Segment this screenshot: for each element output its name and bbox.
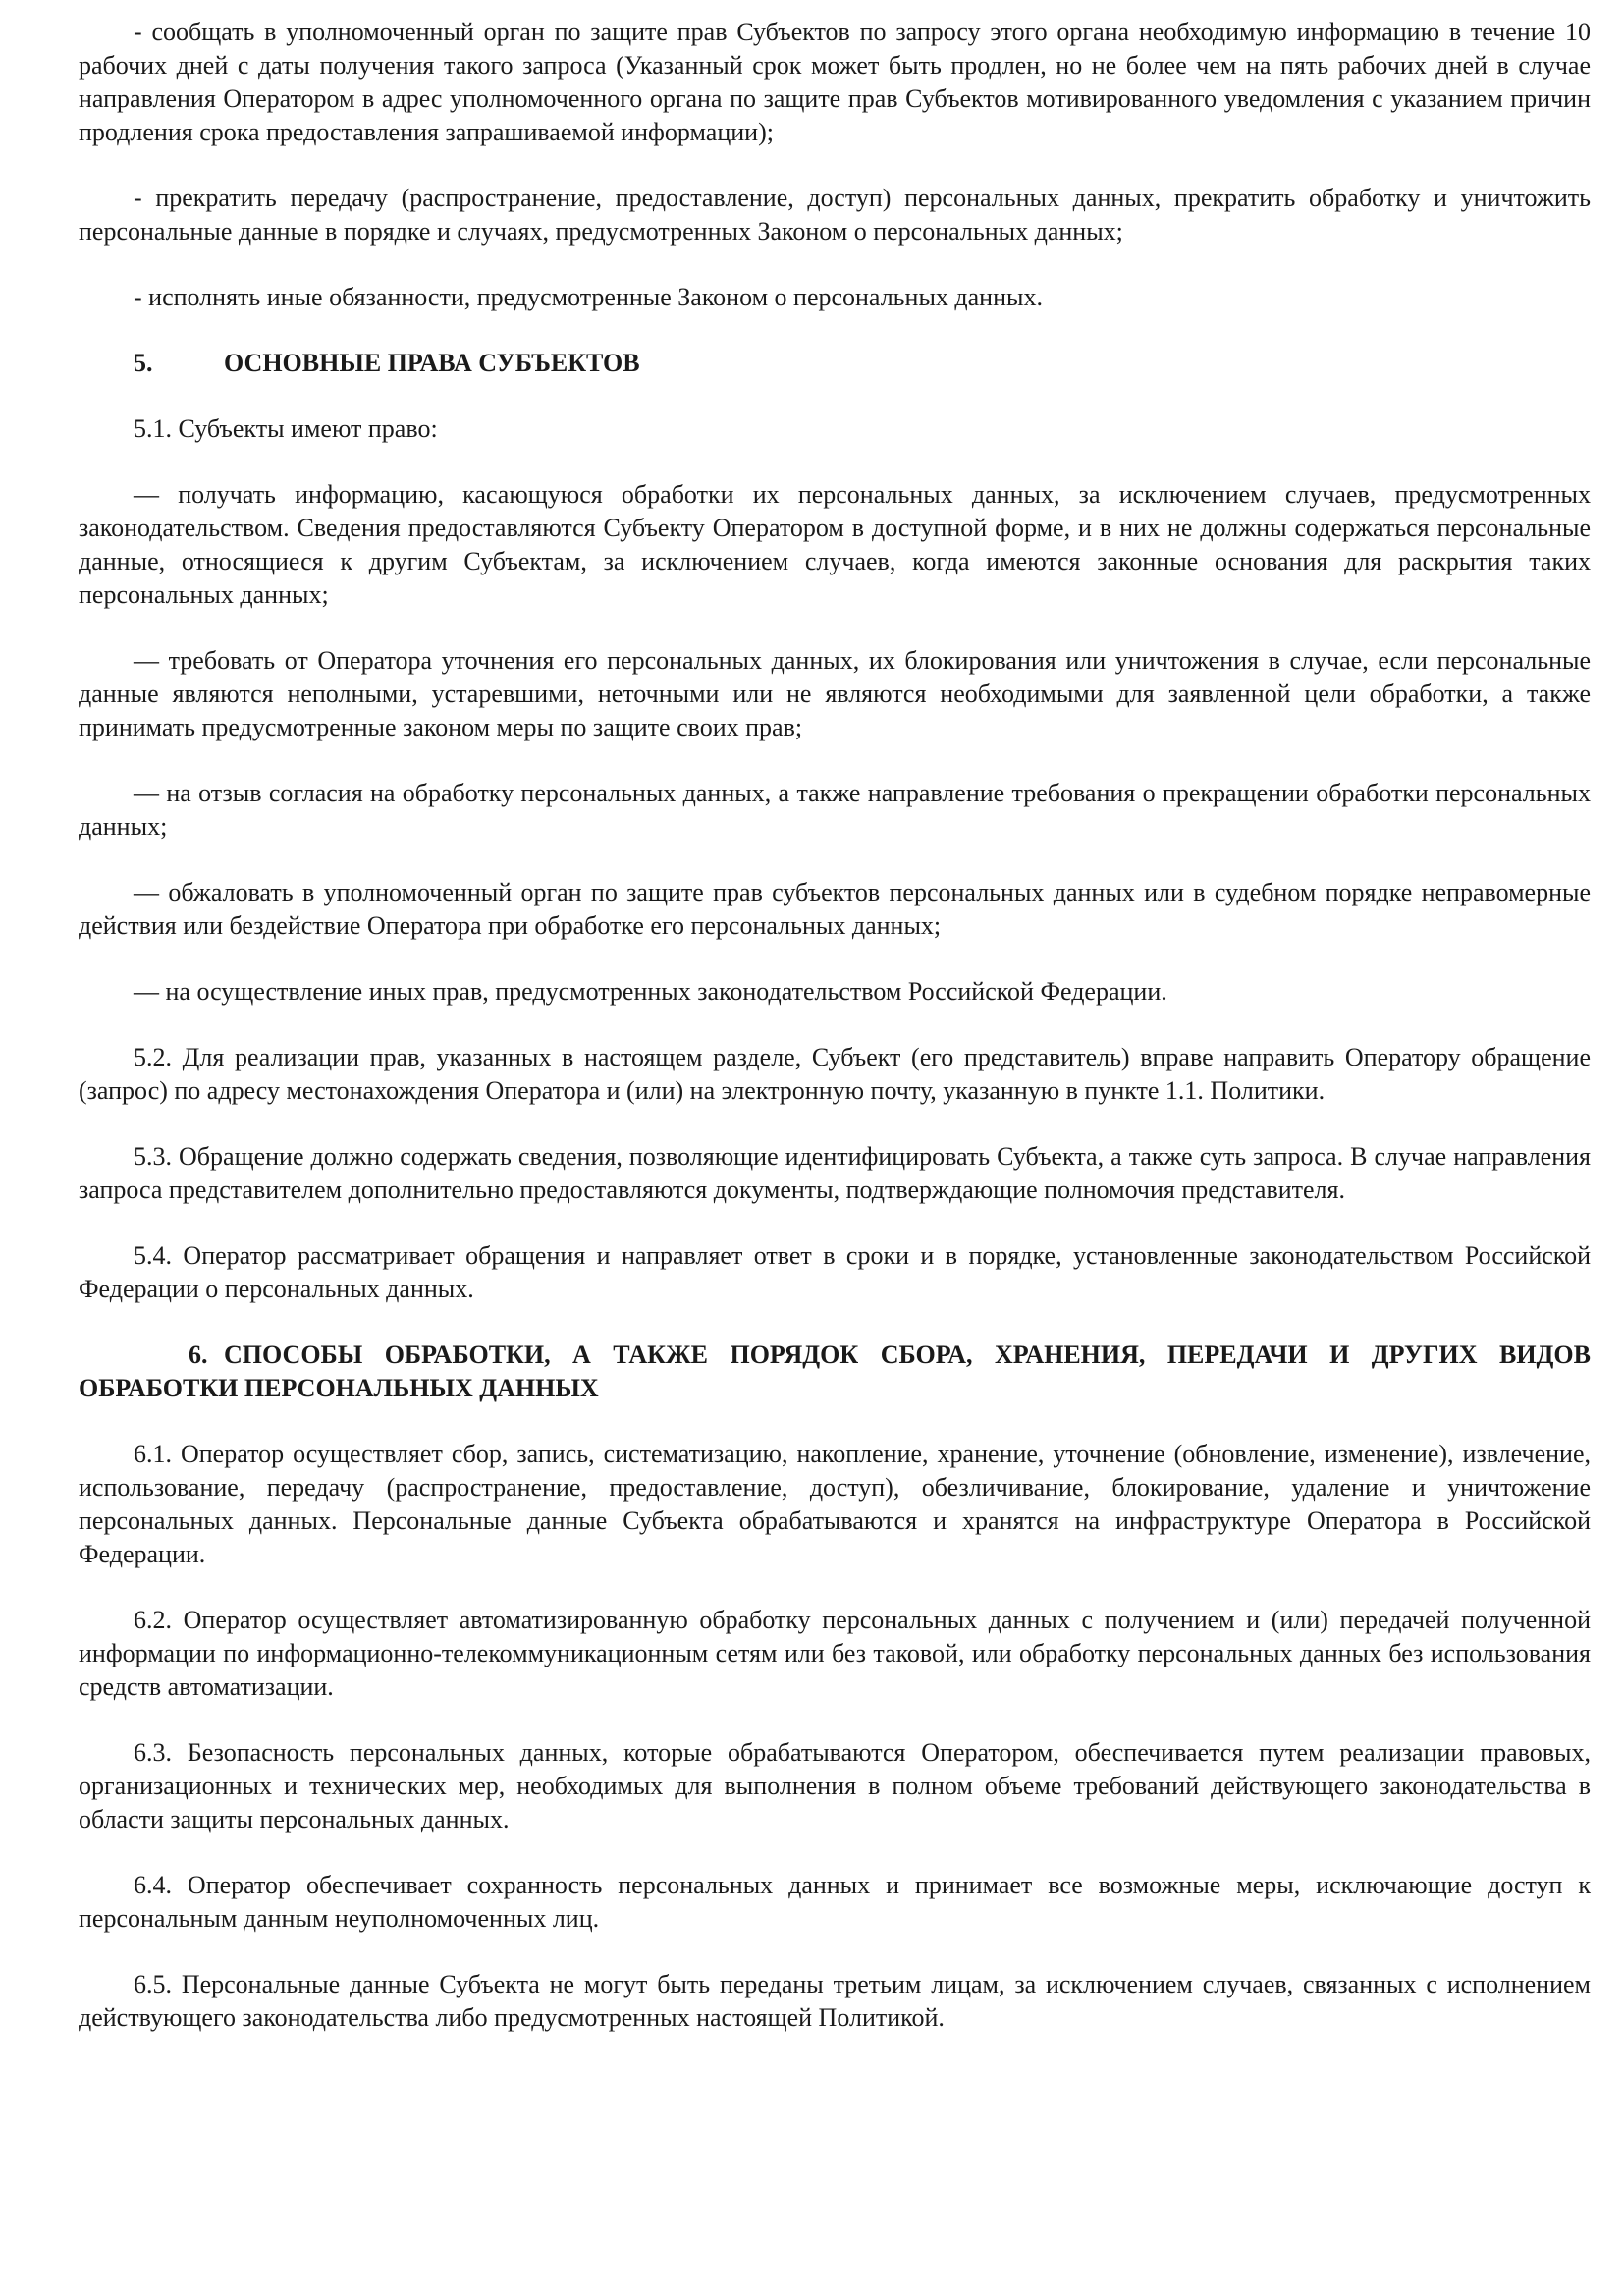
paragraph-5-3: 5.3. Обращение должно содержать сведения, позволяющие идентифицировать Субъекта, а также суть запроса. В случае направления запроса представителем дополнительно предоставляются документы, подтверждающие полномочия представителя. <box>79 1142 1591 1204</box>
paragraph-6-4: 6.4. Оператор обеспечивает сохранность персональных данных и принимает все возможные меры, исключающие доступ к персональным данным неуполномоченных лиц. <box>79 1871 1591 1933</box>
paragraph-6-3: 6.3. Безопасность персональных данных, которые обрабатываются Оператором, обеспечивается путем реализации правовых, организационных и технических мер, необходимых для выполнения в полном объеме требований действующего законодательства в области защиты персональных данных. <box>79 1738 1591 1833</box>
paragraph-5-1-right-other: — на осуществление иных прав, предусмотренных законодательством Российской Федерации. <box>134 977 1167 1006</box>
paragraph-duty-inform: - сообщать в уполномоченный орган по защите прав Субъектов по запросу этого органа необходимую информацию в течение 10 рабочих дней с даты получения такого запроса (Указанный срок может быть продлен, но не более чем на пять рабочих дней в случае направления Оператором в адрес уполномоченного органа по защите прав Субъектов мотивированного уведомления с указанием причин продления срока предоставления запрашиваемой информации); <box>79 18 1591 146</box>
paragraph-5-1-right-revoke: — на отзыв согласия на обработку персональных данных, а также направление требования о прекращении обработки персональных данных; <box>79 779 1591 841</box>
paragraph-duty-other: - исполнять иные обязанности, предусмотренные Законом о персональных данных. <box>134 283 1043 311</box>
document-page <box>79 16 1591 2067</box>
section-5-heading <box>79 347 1591 380</box>
paragraph-6-1: 6.1. Оператор осуществляет сбор, запись, систематизацию, накопление, хранение, уточнение (обновление, изменение), извлечение, использование, передачу (распространение, предоставление, доступ), обезличивание, блокирование, удаление и уничтожение персональных данных. Персональные данные Субъекта обрабатываются и хранятся на инфраструктуре Оператора в Российской Федерации. <box>79 1440 1591 1568</box>
section-6-heading <box>79 1339 1591 1405</box>
paragraph-5-2: 5.2. Для реализации прав, указанных в настоящем разделе, Субъект (его представитель) вправе направить Оператору обращение (запрос) по адресу местонахождения Оператора и (или) на электронную почту, указанную в пункте 1.1. Политики. <box>79 1043 1591 1105</box>
paragraph-5-1-right-info: — получать информацию, касающуюся обработки их персональных данных, за исключением случаев, предусмотренных законодательством. Сведения предоставляются Субъекту Оператором в доступной форме, и в них не должны содержаться персональные данные, относящиеся к другим Субъектам, за исключением случаев, когда имеются законные основания для раскрытия таких персональных данных; <box>79 480 1591 609</box>
paragraph-6-2: 6.2. Оператор осуществляет автоматизированную обработку персональных данных с получением и (или) передачей полученной информации по информационно-телекоммуникационным сетям или без таковой, или обработку персональных данных без использования средств автоматизации. <box>79 1606 1591 1701</box>
paragraph-duty-stop-processing: - прекратить передачу (распространение, предоставление, доступ) персональных данных, прекратить обработку и уничтожить персональные данные в порядке и случаях, предусмотренных Законом о персональных данных; <box>79 184 1591 246</box>
paragraph-5-1-right-appeal: — обжаловать в уполномоченный орган по защите прав субъектов персональных данных или в судебном порядке неправомерные действия или бездействие Оператора при обработке его персональных данных; <box>79 878 1591 940</box>
paragraph-5-1: 5.1. Субъекты имеют право: <box>134 414 438 443</box>
section-6-title: СПОСОБЫ ОБРАБОТКИ, А ТАКЖЕ ПОРЯДОК СБОРА, ХРАНЕНИЯ, ПЕРЕДАЧИ И ДРУГИХ ВИДОВ ОБРАБОТКИ ПЕРСОНАЛЬНЫХ ДАННЫХ <box>79 1340 1591 1402</box>
section-5-number: 5. <box>134 349 153 377</box>
section-6-number: 6. <box>189 1340 208 1369</box>
paragraph-6-5: 6.5. Персональные данные Субъекта не могут быть переданы третьим лицам, за исключением случаев, связанных с исполнением действующего законодательства либо предусмотренных настоящей Политикой. <box>79 1970 1591 2032</box>
section-5-title: ОСНОВНЫЕ ПРАВА СУБЪЕКТОВ <box>224 349 640 377</box>
paragraph-5-1-right-clarify: — требовать от Оператора уточнения его персональных данных, их блокирования или уничтожения в случае, если персональные данные являются неполными, устаревшими, неточными или не являются необходимыми для заявленной цели обработки, а также принимать предусмотренные законом меры по защите своих прав; <box>79 646 1591 741</box>
paragraph-5-4: 5.4. Оператор рассматривает обращения и направляет ответ в сроки и в порядке, установленные законодательством Российской Федерации о персональных данных. <box>79 1241 1591 1303</box>
